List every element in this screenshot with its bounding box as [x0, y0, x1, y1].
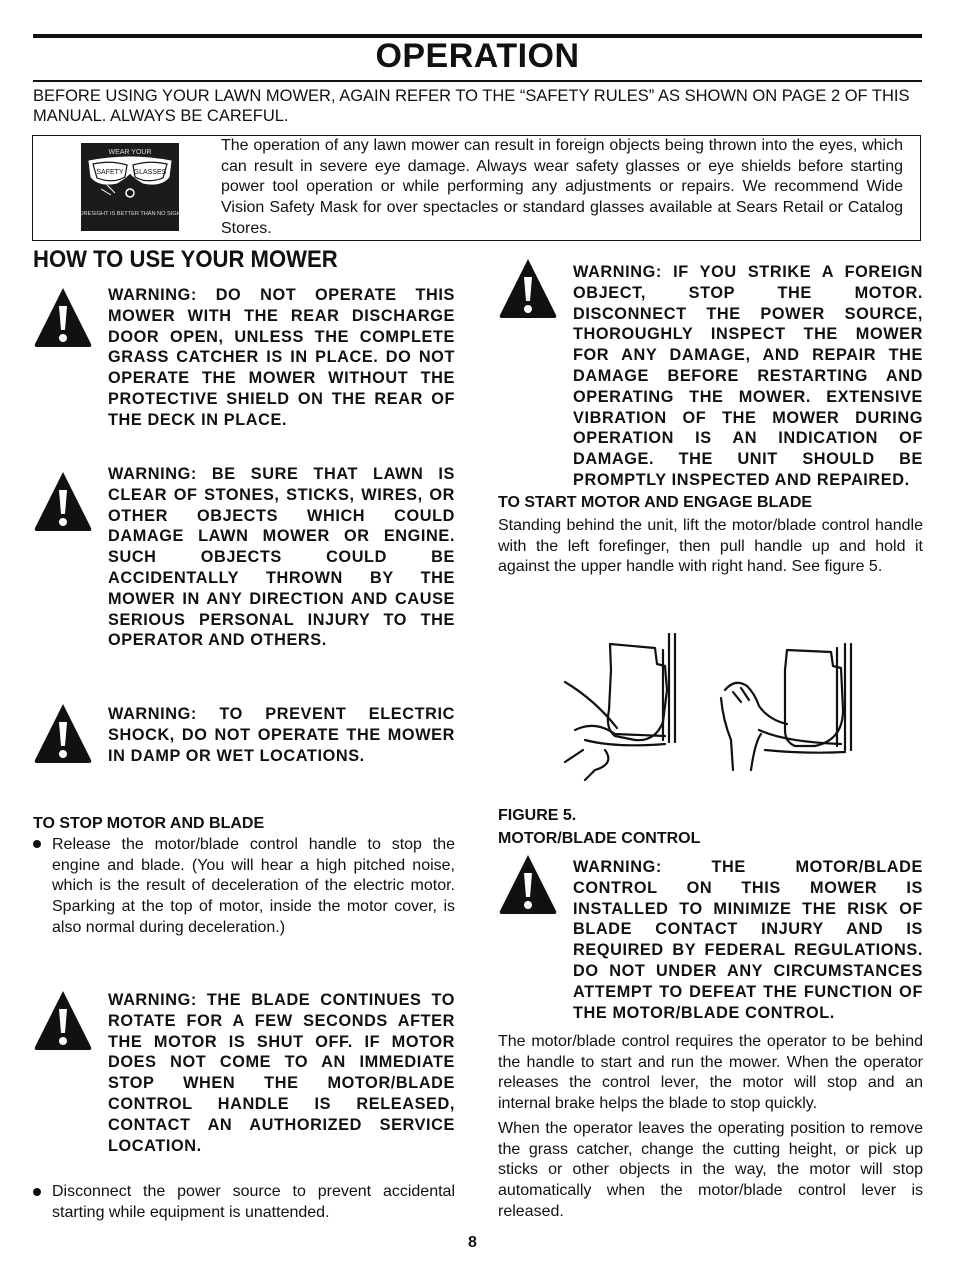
bullet-dot [33, 840, 41, 848]
control-paragraph-1: The motor/blade control requires the operator to be behind the handle to start and run the mower. When the operator releases the control lever, the motor will stop and an internal brake helps the blade to stop quickly. [498, 1033, 923, 1113]
motor-blade-control-illustration [555, 630, 865, 790]
safety-notice-text: The operation of any lawn mower can result in foreign objects being thrown into the eyes, which can result in severe eye damage. Always wear safety glasses or eye shields before starting power tool operation or while performing any adjustments or repairs. We recommend Wide Vision Safety Mask for over spectacles or standard glasses available at Sears Retail or Catalog Stores. [221, 137, 903, 237]
warning-electric-shock: WARNING: TO PREVENT ELECTRIC SHOCK, DO NOT OPERATE THE MOWER IN DAMP OR WET LOCATIONS. [108, 705, 455, 765]
stop-motor-text: Release the motor/blade control handle to stop the engine and blade. (You will hear a high pitched noise, which is the result of deceleration of the electric motor. Sparking at the top of motor, inside the motor cover, is also normal during deceleration.) [52, 836, 455, 936]
badge-top-text: WEAR YOUR [108, 149, 152, 156]
title-rule [33, 80, 922, 82]
warning-motor-blade-control: WARNING: THE MOTOR/BLADE CONTROL ON THIS MOWER IS INSTALLED TO MINIMIZE THE RISK OF BLADE CONTACT INJURY AND IS REQUIRED BY FEDERAL REGULATIONS. DO NOT UNDER ANY CIRCUMSTANCES ATTEMPT TO DEFEAT THE FUNCTION OF THE MOTOR/BLADE CONTROL. [573, 858, 923, 1022]
section-heading: HOW TO USE YOUR MOWER [33, 246, 338, 273]
warning-rear-discharge: WARNING: DO NOT OPERATE THIS MOWER WITH THE REAR DISCHARGE DOOR OPEN, UNLESS THE COMPLETE GRASS CATCHER IS IN PLACE. DO NOT OPERATE THE MOWER WITHOUT THE PROTECTIVE SHIELD ON THE REAR OF THE DECK IN PLACE. [108, 286, 455, 429]
badge-glasses-text: GLASSES [133, 169, 167, 176]
control-paragraph-2: When the operator leaves the operating position to remove the grass catcher, change the cutting height, or pick up sticks or other objects in the way, the motor will stop automatically when the motor/blade control lever is released. [498, 1120, 923, 1220]
warning-foreign-object: WARNING: IF YOU STRIKE A FOREIGN OBJECT, STOP THE MOTOR. DISCONNECT THE POWER SOURCE, THOROUGHLY INSPECT THE MOWER FOR ANY DAMAGE, AND REPAIR THE DAMAGE BEFORE RESTARTING AND OPERATING THE MOWER. EXTENSIVE VIBRATION OF THE MOWER DURING OPERATION IS AN INDICATION OF DAMAGE. THE UNIT SHOULD BE PROMPTLY INSPECTED AND REPAIRED. [573, 263, 923, 489]
page-title: OPERATION [375, 37, 580, 75]
disconnect-power-text: Disconnect the power source to prevent accidental starting while equipment is unattended. [52, 1183, 455, 1221]
warning-triangle-icon [498, 257, 558, 319]
page-number: 8 [468, 1234, 477, 1251]
figure-label: FIGURE 5. [498, 807, 577, 824]
warning-triangle-icon [33, 989, 93, 1051]
warning-triangle-icon [33, 470, 93, 532]
warning-clear-lawn: WARNING: BE SURE THAT LAWN IS CLEAR OF STONES, STICKS, WIRES, OR OTHER OBJECTS WHICH COULD DAMAGE LAWN MOWER OR ENGINE. SUCH OBJECTS COULD BE ACCIDENTALLY THROWN BY THE MOWER IN ANY DIRECTION AND CAUSE SERIOUS PERSONAL INJURY TO THE OPERATOR AND OTHERS. [108, 465, 455, 650]
start-motor-text: Standing behind the unit, lift the motor/blade control handle with the left forefinger, then pull handle up and hold it against the upper handle with right hand. See figure 5. [498, 517, 923, 576]
warning-blade-continues: WARNING: THE BLADE CONTINUES TO ROTATE FOR A FEW SECONDS AFTER THE MOTOR IS SHUT OFF. IF MOTOR DOES NOT COME TO AN IMMEDIATE STOP WHEN THE MOTOR/BLADE CONTROL HANDLE IS RELEASED, CONTACT AN AUTHORIZED SERVICE LOCATION. [108, 991, 455, 1155]
warning-triangle-icon [498, 853, 558, 915]
badge-safety-text: SAFETY [96, 169, 124, 176]
safety-glasses-icon [81, 143, 179, 231]
intro-text: BEFORE USING YOUR LAWN MOWER, AGAIN REFER TO THE “SAFETY RULES” AS SHOWN ON PAGE 2 OF THIS MANUAL. ALWAYS BE CAREFUL. [33, 87, 910, 125]
safety-glasses-badge [81, 143, 179, 231]
badge-bottom-text: FORESIGHT IS BETTER THAN NO SIGHT [81, 211, 179, 217]
bullet-dot [33, 1188, 41, 1196]
warning-triangle-icon [33, 286, 93, 348]
stop-motor-heading: TO STOP MOTOR AND BLADE [33, 815, 265, 832]
warning-triangle-icon [33, 702, 93, 764]
start-motor-heading: TO START MOTOR AND ENGAGE BLADE [498, 494, 813, 511]
figure-caption: MOTOR/BLADE CONTROL [498, 830, 701, 847]
